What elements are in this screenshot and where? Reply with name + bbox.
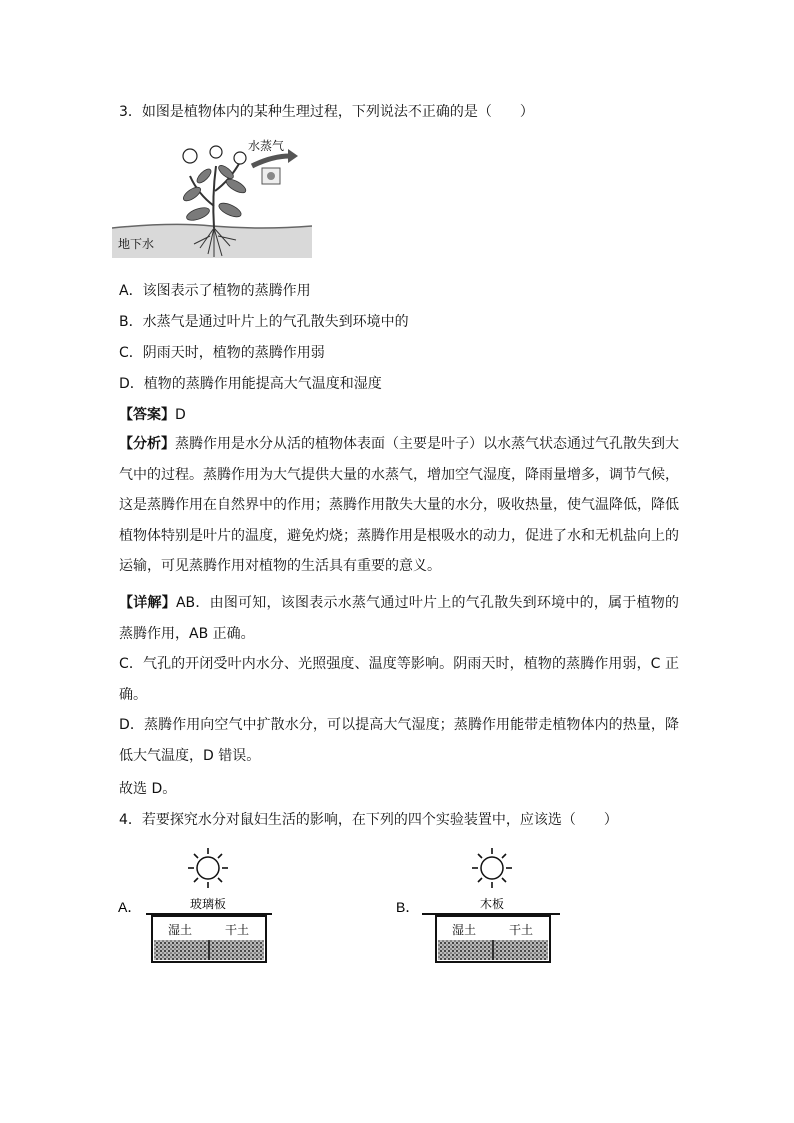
setup-a-option: A．	[118, 899, 142, 915]
detail-ab-paragraph	[119, 588, 679, 649]
analysis-paragraph	[119, 429, 679, 582]
setup-b-option: B．	[396, 899, 420, 915]
analysis-tag: 【分析】	[119, 436, 175, 452]
answer-line	[119, 404, 186, 424]
question-3-stem: 3．如图是植物体内的某种生理过程，下列说法不正确的是（ ）	[119, 104, 534, 120]
detail-tag: 【详解】	[119, 595, 176, 611]
detail-c-paragraph: C．气孔的开闭受叶内水分、光照强度、温度等影响。阴雨天时，植物的蒸腾作用弱，C 正确。	[119, 656, 679, 703]
setup-b-left-label: 湿土	[451, 923, 477, 937]
setup-a-right-label: 干土	[224, 923, 250, 937]
plant-flowers	[183, 146, 246, 164]
vapor-arrow	[252, 156, 290, 166]
setup-a	[118, 848, 272, 962]
groundwater-label: 地下水	[118, 237, 155, 251]
detail-ab-text: AB．由图可知，该图表示水蒸气通过叶片上的气孔散失到环境中的，属于植物的蒸腾作用，AB 正确。	[119, 595, 680, 642]
setup-b	[396, 848, 560, 962]
option-a: A．该图表示了植物的蒸腾作用	[119, 283, 311, 299]
setup-a-cover-label: 玻璃板	[189, 897, 227, 911]
conclusion: 故选 D。	[119, 781, 177, 797]
detail-d-paragraph: D．蒸腾作用向空气中扩散水分，可以提高大气湿度；蒸腾作用能带走植物体内的热量，降低大气温度，D 错误。	[119, 717, 679, 764]
vapor-label: 水蒸气	[248, 139, 285, 153]
option-c: C．阴雨天时，植物的蒸腾作用弱	[119, 345, 325, 361]
setup-b-right-label: 干土	[508, 923, 534, 937]
answer-tag: 【答案】	[119, 407, 175, 423]
answer-value: D	[175, 407, 186, 423]
question-4-stem: 4．若要探究水分对鼠妇生活的影响，在下列的四个实验装置中，应该选（ ）	[119, 812, 618, 828]
option-d: D．植物的蒸腾作用能提高大气温度和湿度	[119, 376, 382, 392]
experiment-setups-figure	[116, 842, 586, 972]
sun-icon	[188, 848, 228, 888]
analysis-text: 蒸腾作用是水分从活的植物体表面（主要是叶子）以水蒸气状态通过气孔散失到大气中的过程。蒸腾作用为大气提供大量的水蒸气，增加空气湿度，降雨量增多，调节气候，这是蒸腾作用在自然界中的作用；蒸腾作用散失大量的水分，吸收热量，使气温降低，降低植物体特别是叶片的温度，避免灼烧；蒸腾作用是根吸水的动力，促进了水和无机盐向上的运输，可见蒸腾作用对植物的生活具有重要的意义。	[119, 436, 679, 574]
sun-icon	[472, 848, 512, 888]
transpiration-figure	[112, 136, 312, 258]
setup-b-cover-label: 木板	[479, 897, 505, 911]
setup-a-left-label: 湿土	[167, 923, 193, 937]
option-b: B．水蒸气是通过叶片上的气孔散失到环境中的	[119, 314, 409, 330]
